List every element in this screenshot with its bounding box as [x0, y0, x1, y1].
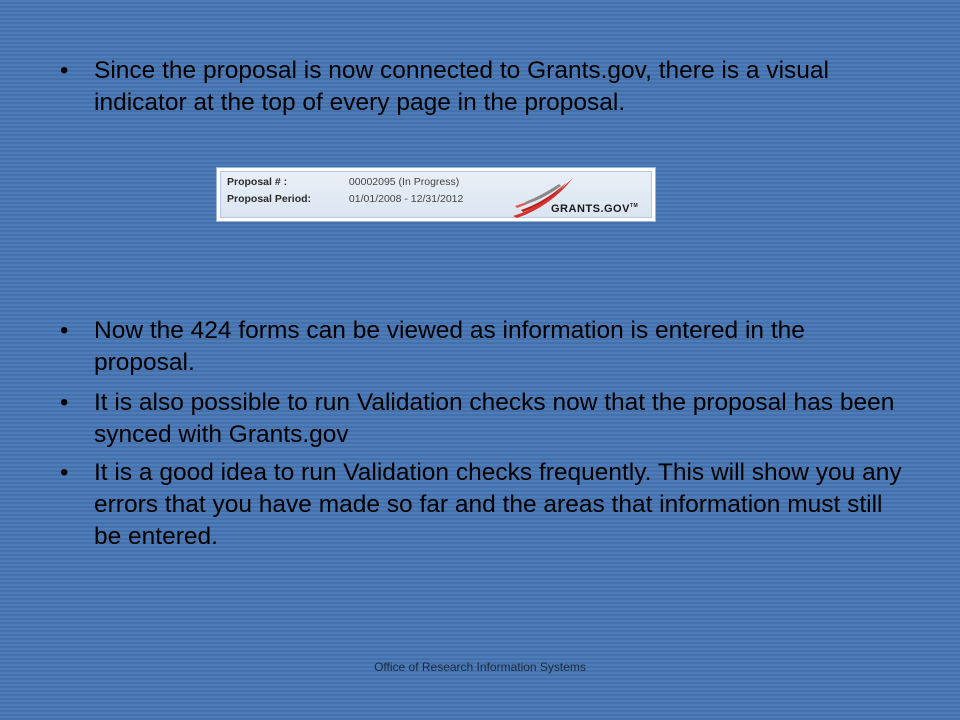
bullet-item [60, 55, 910, 119]
bullet-dot: • [60, 389, 69, 416]
grants-gov-logo [511, 176, 651, 220]
bullet-text: It is also possible to run Validation checks now that the proposal has been synced with Grants.gov [94, 389, 895, 448]
bullet-dot: • [60, 317, 69, 344]
bullet-dot: • [60, 57, 69, 84]
proposal-period-label: Proposal Period: [227, 193, 312, 205]
bullet-text: Now the 424 forms can be viewed as information is entered in the proposal. [94, 317, 805, 376]
proposal-number-row [227, 176, 459, 188]
bullet-item [60, 387, 910, 451]
bullet-item [60, 457, 910, 553]
bullet-dot: • [60, 459, 69, 486]
slide-footer: Office of Research Information Systems [374, 660, 586, 674]
proposal-number-label: Proposal # : [227, 176, 288, 188]
indicator-panel [220, 171, 652, 218]
proposal-period-value: 01/01/2008 - 12/31/2012 [348, 193, 464, 205]
bullet-text: It is a good idea to run Validation checks frequently. This will show you any errors that you have made so far and the areas that information must still be entered. [94, 459, 902, 550]
proposal-number-value: 00002095 (In Progress) [348, 176, 460, 188]
grants-gov-logo-text: GRANTS.GOV™ [551, 203, 639, 215]
grants-gov-indicator [216, 167, 656, 222]
proposal-period-row [227, 193, 463, 205]
bullet-text: Since the proposal is now connected to Grants.gov, there is a visual indicator at the top of every page in the proposal. [94, 57, 829, 116]
bullet-item [60, 315, 910, 379]
